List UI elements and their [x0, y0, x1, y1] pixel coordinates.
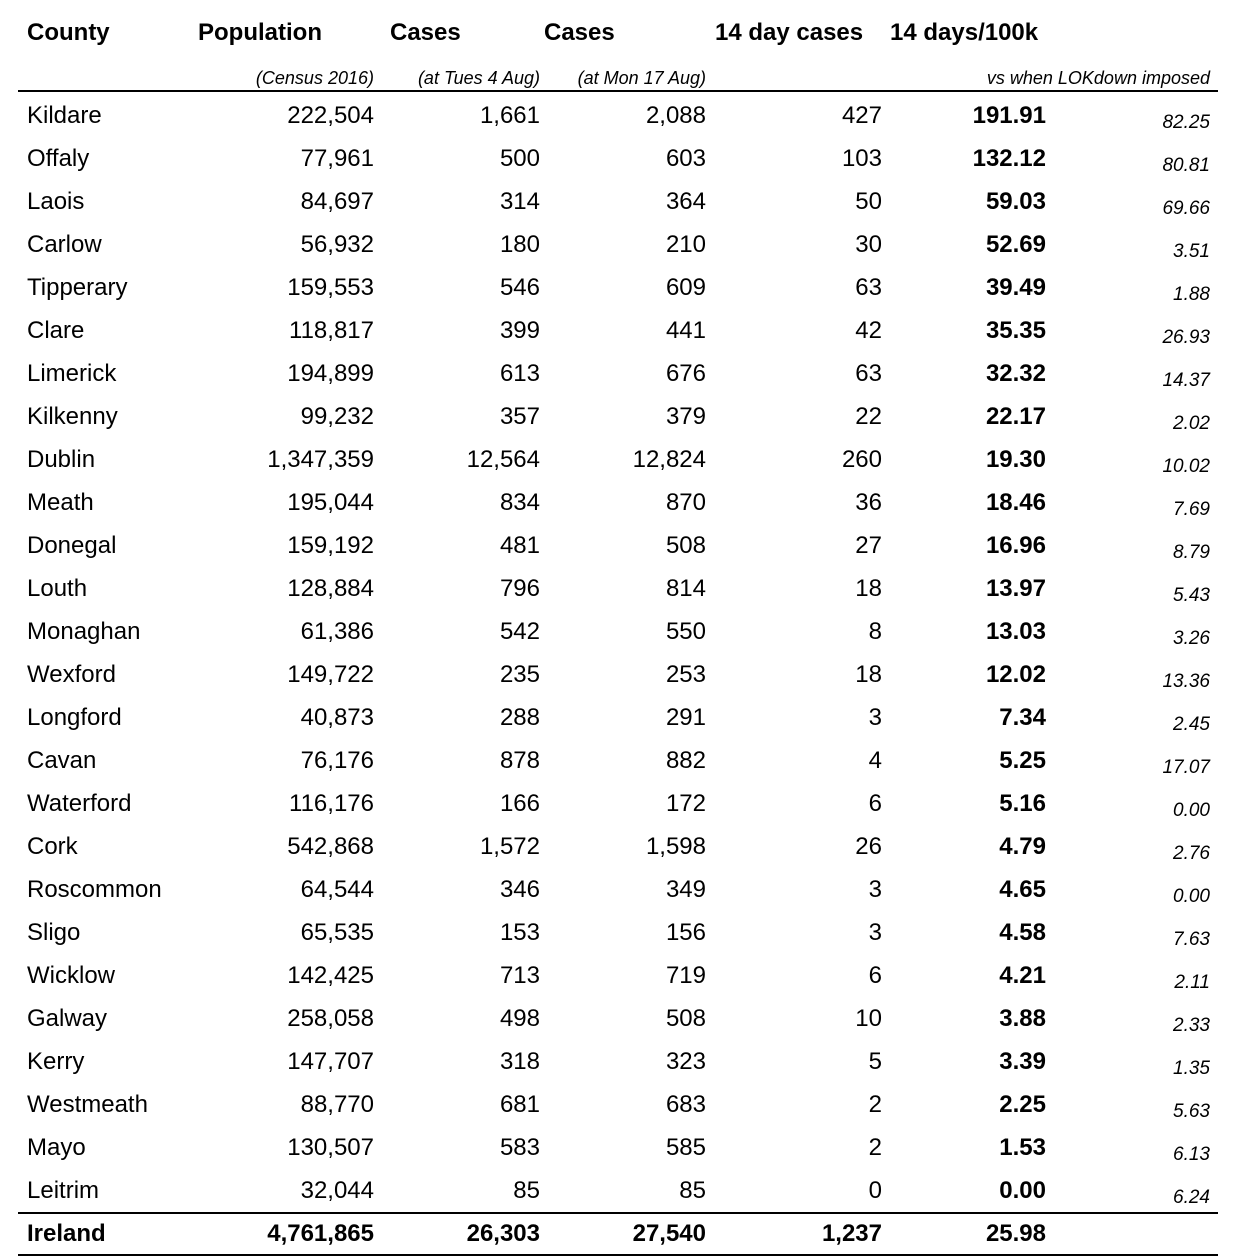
cell-vs-lockdown: 6.24 — [1173, 1187, 1210, 1208]
cell-cases-aug17: 719 — [665, 961, 706, 989]
cell-county: Offaly — [27, 144, 90, 172]
cell-14-days-per-100k: 13.03 — [985, 617, 1046, 645]
cell-14-day-cases: 4 — [868, 746, 882, 774]
cell-14-days-per-100k: 4.58 — [999, 918, 1046, 946]
cell-cases-aug4: 713 — [499, 961, 540, 989]
cell-vs-lockdown: 17.07 — [1162, 757, 1210, 778]
cell-county: Cork — [27, 832, 78, 860]
cell-vs-lockdown: 80.81 — [1162, 155, 1210, 176]
cell-population: 159,192 — [287, 531, 374, 559]
cell-cases-aug17: 12,824 — [632, 445, 706, 473]
table-row — [18, 481, 1218, 524]
cell-population: 130,507 — [287, 1133, 374, 1161]
cell-14-day-cases: 8 — [868, 617, 882, 645]
cell-population: 116,176 — [289, 789, 374, 817]
cell-vs-lockdown: 3.26 — [1173, 628, 1210, 649]
cell-14-day-cases: 63 — [855, 273, 882, 301]
cell-county: Donegal — [27, 531, 117, 559]
cell-14-day-cases: 3 — [868, 875, 882, 903]
total-cases-aug4: 26,303 — [376, 1213, 542, 1255]
cell-cases-aug4: 500 — [499, 144, 540, 172]
cell-cases-aug17: 508 — [665, 1004, 706, 1032]
cell-population: 194,899 — [287, 359, 374, 387]
cell-cases-aug4: 314 — [499, 187, 540, 215]
cell-cases-aug4: 288 — [499, 703, 540, 731]
cell-cases-aug17: 172 — [665, 789, 706, 817]
cell-cases-aug17: 364 — [665, 187, 706, 215]
cell-cases-aug4: 357 — [499, 402, 540, 430]
cell-county: Limerick — [27, 359, 117, 387]
cell-14-day-cases: 18 — [855, 574, 882, 602]
cell-vs-lockdown: 8.79 — [1173, 542, 1210, 563]
total-14-day-cases: 1,237 — [708, 1213, 884, 1255]
cell-cases-aug4: 681 — [499, 1090, 540, 1118]
table-row — [18, 1040, 1218, 1083]
table-row — [18, 696, 1218, 739]
cell-population: 61,386 — [300, 617, 374, 645]
cell-14-days-per-100k: 3.88 — [999, 1004, 1046, 1032]
cell-county: Waterford — [27, 789, 132, 817]
cell-population: 118,817 — [289, 316, 374, 344]
table-row — [18, 1169, 1218, 1213]
cell-14-day-cases: 103 — [841, 144, 882, 172]
cell-14-day-cases: 3 — [868, 918, 882, 946]
cell-14-days-per-100k: 5.16 — [999, 789, 1046, 817]
cell-cases-aug17: 85 — [679, 1176, 706, 1204]
table-row — [18, 91, 1218, 137]
cell-vs-lockdown: 26.93 — [1162, 327, 1210, 348]
cell-county: Meath — [27, 488, 94, 516]
table-footer — [18, 1213, 1218, 1255]
cell-14-days-per-100k: 132.12 — [972, 144, 1046, 172]
cell-cases-aug4: 583 — [499, 1133, 540, 1161]
total-population: 4,761,865 — [198, 1213, 376, 1255]
table-row — [18, 868, 1218, 911]
cell-14-day-cases: 427 — [841, 101, 882, 129]
table-row — [18, 524, 1218, 567]
cell-county: Carlow — [27, 230, 102, 258]
cell-14-day-cases: 2 — [868, 1090, 882, 1118]
table-row — [18, 567, 1218, 610]
cell-county: Clare — [27, 316, 85, 344]
cell-14-day-cases: 42 — [855, 316, 882, 344]
cell-14-days-per-100k: 0.00 — [999, 1176, 1046, 1204]
cell-cases-aug4: 318 — [499, 1047, 540, 1075]
cell-cases-aug4: 796 — [499, 574, 540, 602]
cell-14-days-per-100k: 4.65 — [999, 875, 1046, 903]
table-row — [18, 653, 1218, 696]
cell-population: 258,058 — [287, 1004, 374, 1032]
cell-14-days-per-100k: 4.21 — [999, 961, 1046, 989]
cell-cases-aug4: 166 — [499, 789, 540, 817]
table-row — [18, 825, 1218, 868]
cell-14-day-cases: 63 — [855, 359, 882, 387]
subheader-population: (Census 2016) — [198, 66, 376, 91]
cell-14-day-cases: 30 — [855, 230, 882, 258]
cell-vs-lockdown: 6.13 — [1173, 1144, 1210, 1165]
cell-cases-aug17: 814 — [665, 574, 706, 602]
total-vs-empty — [1080, 1213, 1218, 1255]
cell-14-day-cases: 36 — [855, 488, 882, 516]
cell-14-days-per-100k: 13.97 — [985, 574, 1046, 602]
cell-vs-lockdown: 13.36 — [1162, 671, 1210, 692]
cell-population: 56,932 — [300, 230, 374, 258]
cell-cases-aug17: 508 — [665, 531, 706, 559]
cell-county: Sligo — [27, 918, 81, 946]
cell-population: 159,553 — [287, 273, 374, 301]
cell-county: Kildare — [27, 101, 102, 129]
total-row — [18, 1213, 1218, 1255]
cell-14-day-cases: 10 — [855, 1004, 882, 1032]
cell-14-days-per-100k: 39.49 — [985, 273, 1046, 301]
cell-14-days-per-100k: 22.17 — [985, 402, 1046, 430]
table-row — [18, 223, 1218, 266]
cell-cases-aug4: 481 — [499, 531, 540, 559]
cell-cases-aug17: 441 — [665, 316, 706, 344]
cell-population: 542,868 — [287, 832, 374, 860]
cell-vs-lockdown: 2.02 — [1173, 413, 1210, 434]
cell-county: Leitrim — [27, 1176, 100, 1204]
subheader-row — [18, 66, 1218, 91]
cell-cases-aug17: 585 — [665, 1133, 706, 1161]
cell-14-day-cases: 3 — [868, 703, 882, 731]
cell-14-day-cases: 22 — [855, 402, 882, 430]
cell-cases-aug17: 156 — [665, 918, 706, 946]
subheader-county-empty — [18, 66, 198, 91]
cell-cases-aug17: 683 — [665, 1090, 706, 1118]
table-row — [18, 1083, 1218, 1126]
cell-14-days-per-100k: 2.25 — [999, 1090, 1046, 1118]
cell-cases-aug4: 1,661 — [479, 101, 540, 129]
cell-cases-aug4: 346 — [499, 875, 540, 903]
cell-14-days-per-100k: 3.39 — [999, 1047, 1046, 1075]
cell-county: Cavan — [27, 746, 97, 774]
cell-county: Laois — [27, 187, 85, 215]
header-population: Population — [198, 19, 322, 46]
table-row — [18, 137, 1218, 180]
cell-14-days-per-100k: 59.03 — [985, 187, 1046, 215]
cell-14-day-cases: 260 — [841, 445, 882, 473]
cell-14-day-cases: 2 — [868, 1133, 882, 1161]
cell-cases-aug17: 2,088 — [645, 101, 706, 129]
cell-county: Louth — [27, 574, 88, 602]
cell-14-days-per-100k: 1.53 — [999, 1133, 1046, 1161]
cell-cases-aug4: 542 — [499, 617, 540, 645]
table-row — [18, 438, 1218, 481]
header-cases-aug4: Cases — [390, 19, 461, 46]
subheader-cases-aug17: (at Mon 17 Aug) — [542, 66, 708, 91]
cell-cases-aug4: 498 — [499, 1004, 540, 1032]
cell-vs-lockdown: 0.00 — [1173, 886, 1210, 907]
cell-county: Wexford — [27, 660, 116, 688]
cell-county: Roscommon — [27, 875, 162, 903]
subheader-cases-aug4: (at Tues 4 Aug) — [376, 66, 542, 91]
cell-14-days-per-100k: 7.34 — [999, 703, 1046, 731]
cell-population: 88,770 — [300, 1090, 374, 1118]
cell-14-days-per-100k: 19.30 — [985, 445, 1046, 473]
cell-cases-aug4: 613 — [499, 359, 540, 387]
cell-14-days-per-100k: 35.35 — [985, 316, 1046, 344]
cell-county: Westmeath — [27, 1090, 148, 1118]
cell-cases-aug17: 323 — [665, 1047, 706, 1075]
cell-cases-aug17: 882 — [665, 746, 706, 774]
cell-14-day-cases: 18 — [855, 660, 882, 688]
total-cases-aug17: 27,540 — [542, 1213, 708, 1255]
cell-vs-lockdown: 5.63 — [1173, 1101, 1210, 1122]
cell-population: 142,425 — [287, 961, 374, 989]
cell-cases-aug4: 546 — [499, 273, 540, 301]
cell-cases-aug17: 291 — [665, 703, 706, 731]
cell-county: Dublin — [27, 445, 96, 473]
cell-cases-aug17: 609 — [665, 273, 706, 301]
table-row — [18, 782, 1218, 825]
table-row — [18, 352, 1218, 395]
table-row — [18, 997, 1218, 1040]
cell-cases-aug17: 379 — [665, 402, 706, 430]
cell-14-days-per-100k: 4.79 — [999, 832, 1046, 860]
cell-county: Tipperary — [27, 273, 128, 301]
table-row — [18, 739, 1218, 782]
cell-population: 1,347,359 — [267, 445, 374, 473]
cell-cases-aug4: 12,564 — [466, 445, 540, 473]
cell-14-day-cases: 27 — [855, 531, 882, 559]
cell-vs-lockdown: 7.69 — [1173, 499, 1210, 520]
table-row — [18, 180, 1218, 223]
cell-14-days-per-100k: 16.96 — [985, 531, 1046, 559]
table-row — [18, 309, 1218, 352]
cell-vs-lockdown: 5.43 — [1173, 585, 1210, 606]
cell-population: 99,232 — [300, 402, 374, 430]
cell-cases-aug4: 834 — [499, 488, 540, 516]
total-county: Ireland — [18, 1213, 198, 1255]
cell-14-days-per-100k: 32.32 — [985, 359, 1046, 387]
header-county: County — [27, 19, 110, 46]
cell-vs-lockdown: 1.88 — [1173, 284, 1210, 305]
cell-cases-aug4: 878 — [499, 746, 540, 774]
cell-vs-lockdown: 2.11 — [1174, 972, 1210, 993]
cell-14-days-per-100k: 5.25 — [999, 746, 1046, 774]
cell-vs-lockdown: 2.45 — [1173, 714, 1210, 735]
header-vs-empty — [1080, 0, 1218, 66]
table-row — [18, 395, 1218, 438]
cell-population: 128,884 — [287, 574, 374, 602]
cell-14-days-per-100k: 18.46 — [985, 488, 1046, 516]
cell-14-day-cases: 6 — [868, 789, 882, 817]
table-header — [18, 0, 1218, 91]
header-14-day-cases: 14 day cases — [715, 19, 864, 46]
total-14-days-per-100k: 25.98 — [884, 1213, 1080, 1255]
cell-cases-aug17: 603 — [665, 144, 706, 172]
cell-cases-aug4: 235 — [499, 660, 540, 688]
cell-county: Wicklow — [27, 961, 115, 989]
county-cases-table — [18, 0, 1218, 1256]
cell-14-day-cases: 0 — [868, 1176, 882, 1204]
table-row — [18, 1126, 1218, 1169]
cell-cases-aug4: 399 — [499, 316, 540, 344]
cell-vs-lockdown: 2.33 — [1173, 1015, 1210, 1036]
cell-cases-aug17: 550 — [665, 617, 706, 645]
cell-population: 77,961 — [300, 144, 374, 172]
table-row — [18, 610, 1218, 653]
cell-population: 84,697 — [300, 187, 374, 215]
cell-county: Monaghan — [27, 617, 141, 645]
header-cases-aug17: Cases — [544, 19, 615, 46]
header-row — [18, 0, 1218, 66]
cell-cases-aug17: 349 — [665, 875, 706, 903]
cell-population: 64,544 — [300, 875, 374, 903]
cell-cases-aug4: 153 — [499, 918, 540, 946]
cell-population: 76,176 — [300, 746, 374, 774]
header-14-days-per-100k: 14 days/100k — [890, 19, 1039, 46]
cell-population: 65,535 — [300, 918, 374, 946]
cell-cases-aug4: 1,572 — [479, 832, 540, 860]
cell-population: 149,722 — [287, 660, 374, 688]
table-row — [18, 954, 1218, 997]
cell-population: 147,707 — [287, 1047, 374, 1075]
cell-population: 32,044 — [300, 1176, 374, 1204]
cell-cases-aug17: 870 — [665, 488, 706, 516]
cell-vs-lockdown: 10.02 — [1162, 456, 1210, 477]
cell-14-days-per-100k: 12.02 — [985, 660, 1046, 688]
cell-cases-aug4: 180 — [499, 230, 540, 258]
cell-county: Kerry — [27, 1047, 85, 1075]
cell-county: Longford — [27, 703, 122, 731]
cell-vs-lockdown: 1.35 — [1173, 1058, 1210, 1079]
cell-14-day-cases: 26 — [855, 832, 882, 860]
cell-vs-lockdown: 0.00 — [1173, 800, 1210, 821]
cell-cases-aug17: 210 — [665, 230, 706, 258]
cell-14-day-cases: 50 — [855, 187, 882, 215]
cell-vs-lockdown: 3.51 — [1173, 241, 1210, 262]
cell-14-day-cases: 6 — [868, 961, 882, 989]
cell-vs-lockdown: 82.25 — [1162, 112, 1210, 133]
cell-county: Mayo — [27, 1133, 86, 1161]
cell-population: 222,504 — [287, 101, 374, 129]
cell-county: Kilkenny — [27, 402, 118, 430]
table-row — [18, 266, 1218, 309]
cell-county: Galway — [27, 1004, 108, 1032]
cell-14-day-cases: 5 — [868, 1047, 882, 1075]
cell-vs-lockdown: 14.37 — [1162, 370, 1210, 391]
cell-population: 40,873 — [300, 703, 374, 731]
cell-cases-aug17: 1,598 — [645, 832, 706, 860]
cell-cases-aug4: 85 — [513, 1176, 540, 1204]
cell-vs-lockdown: 7.63 — [1173, 929, 1210, 950]
table-row — [18, 911, 1218, 954]
county-cases-table-container — [18, 0, 1218, 1256]
cell-vs-lockdown: 2.76 — [1173, 843, 1210, 864]
cell-14-days-per-100k: 191.91 — [972, 101, 1046, 129]
cell-population: 195,044 — [287, 488, 374, 516]
table-body — [18, 91, 1218, 1213]
subheader-vs-lockdown: vs when LOKdown imposed — [708, 66, 1218, 91]
cell-cases-aug17: 253 — [665, 660, 706, 688]
cell-cases-aug17: 676 — [665, 359, 706, 387]
cell-vs-lockdown: 69.66 — [1162, 198, 1210, 219]
cell-14-days-per-100k: 52.69 — [985, 230, 1046, 258]
